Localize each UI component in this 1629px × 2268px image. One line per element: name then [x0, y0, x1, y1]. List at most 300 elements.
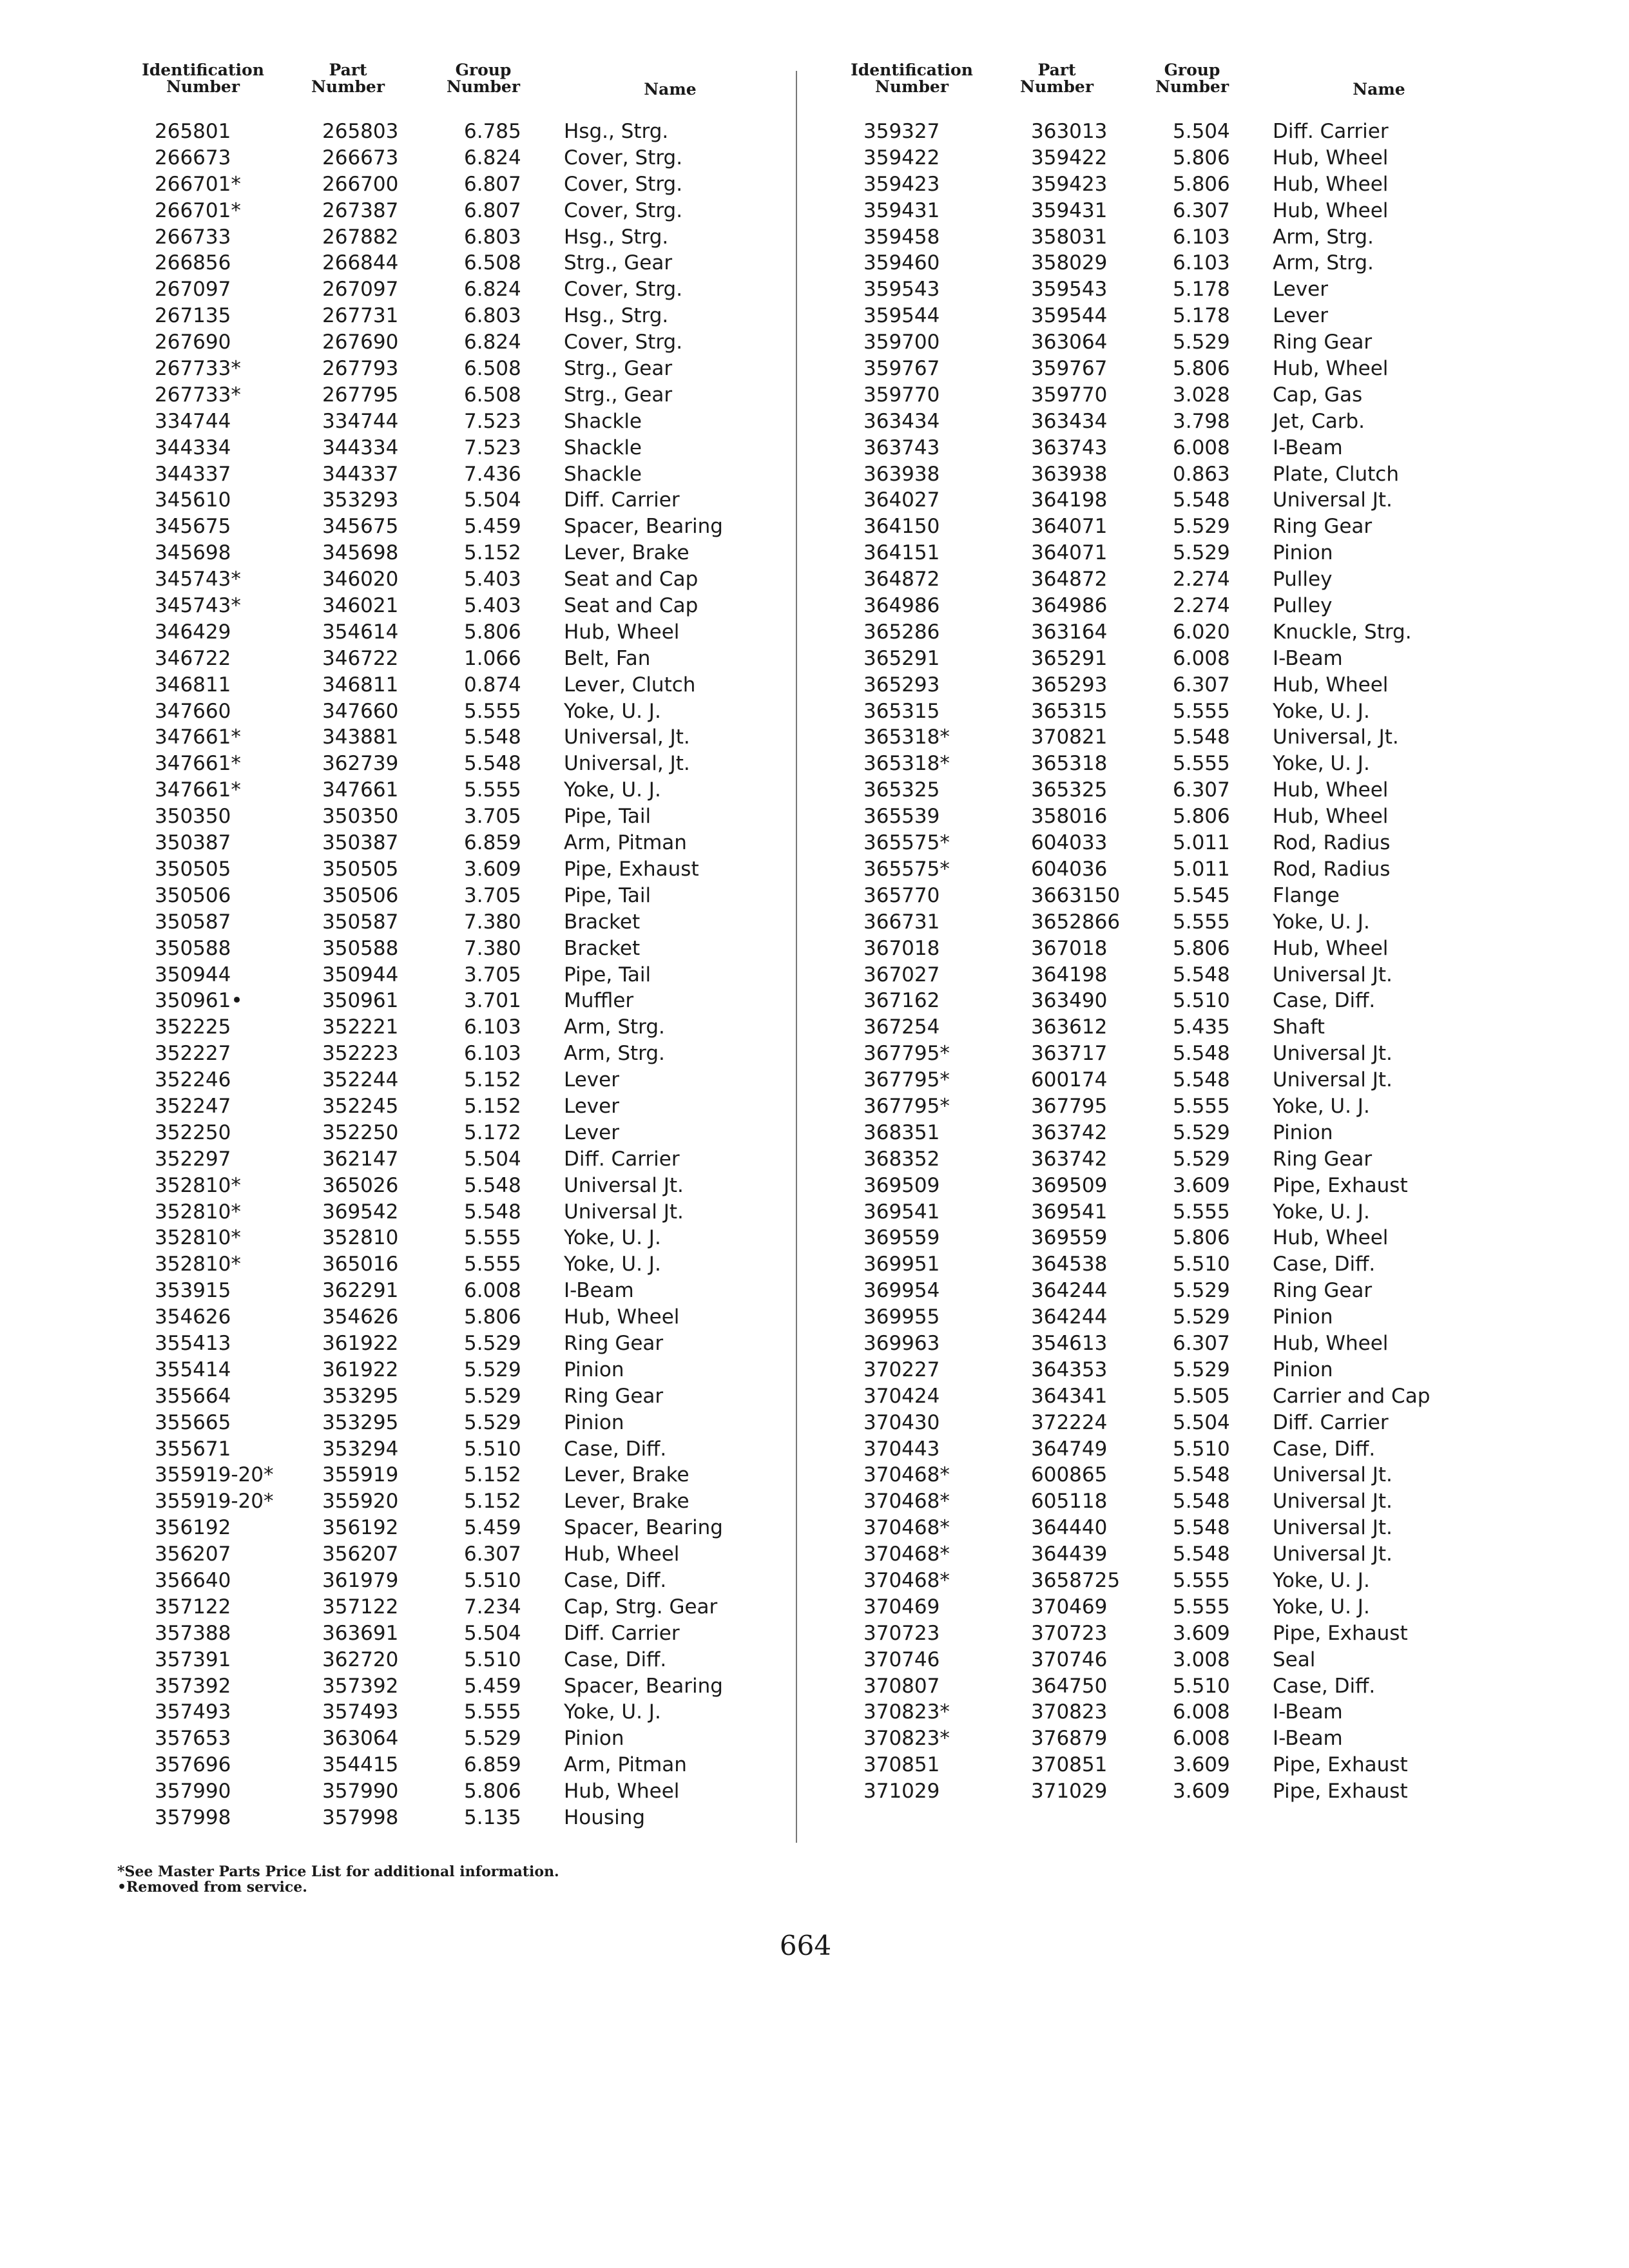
part-number-cell: 352810 [322, 1226, 399, 1250]
part-name-cell: Belt, Fan [564, 646, 651, 670]
table-row [838, 514, 1482, 540]
part-name-cell: Cap, Strg. Gear [564, 1595, 718, 1619]
group-number-cell: 5.529 [1173, 1147, 1230, 1171]
table-row [129, 724, 773, 751]
identification-number-cell: 265801 [155, 120, 231, 143]
identification-number-cell: 345698 [155, 541, 231, 565]
table-row [838, 962, 1482, 988]
part-name-cell: Hsg., Strg. [564, 225, 669, 249]
identification-number-cell: 370746 [863, 1648, 940, 1671]
part-number-cell: 345698 [322, 541, 399, 565]
header-text: Identification [851, 61, 973, 79]
group-number-cell: 6.307 [464, 1542, 521, 1566]
group-number-cell: 5.504 [1173, 120, 1230, 143]
group-number-cell: 5.529 [464, 1727, 521, 1751]
part-number-cell: 347660 [322, 699, 399, 723]
part-name-cell: Arm, Strg. [1273, 225, 1374, 249]
part-number-cell: 364353 [1031, 1358, 1108, 1381]
identification-number-cell: 370424 [863, 1384, 940, 1408]
table-row [129, 909, 773, 936]
identification-number-cell: 355919-20* [155, 1490, 274, 1514]
header-group-number [425, 62, 541, 113]
group-number-cell: 6.807 [464, 172, 521, 196]
table-row [838, 1014, 1482, 1041]
identification-number-cell: 371029 [863, 1780, 940, 1803]
part-number-cell: 364750 [1031, 1674, 1108, 1698]
group-number-cell: 3.609 [1173, 1621, 1230, 1645]
part-name-cell: Universal Jt. [1273, 1490, 1393, 1514]
identification-number-cell: 352246 [155, 1068, 231, 1092]
part-name-cell: Universal Jt. [564, 1200, 684, 1224]
table-row [129, 1752, 773, 1778]
group-number-cell: 3.609 [1173, 1753, 1230, 1777]
part-number-cell: 350588 [322, 936, 399, 960]
group-number-cell: 5.510 [1173, 1253, 1230, 1276]
identification-number-cell: 359422 [863, 146, 940, 169]
part-number-cell: 357990 [322, 1780, 399, 1803]
group-number-cell: 6.803 [464, 304, 521, 328]
part-number-cell: 344334 [322, 436, 399, 459]
part-number-cell: 353295 [322, 1384, 399, 1408]
part-name-cell: Arm, Strg. [564, 1015, 665, 1039]
part-number-cell: 363717 [1031, 1042, 1108, 1066]
identification-number-cell: 352225 [155, 1015, 231, 1039]
group-number-cell: 5.806 [1173, 357, 1230, 381]
part-number-cell: 359767 [1031, 357, 1108, 381]
table-row [838, 1568, 1482, 1594]
table-row [129, 962, 773, 988]
identification-number-cell: 367795* [863, 1068, 950, 1092]
part-name-cell: Seal [1273, 1648, 1316, 1671]
table-row [129, 1251, 773, 1278]
part-name-cell: Lever [1273, 278, 1328, 302]
part-number-cell: 362720 [322, 1648, 399, 1671]
part-number-cell: 265803 [322, 120, 399, 143]
identification-number-cell: 266673 [155, 146, 231, 169]
table-row [129, 646, 773, 672]
identification-number-cell: 367162 [863, 989, 940, 1013]
table-row [838, 1357, 1482, 1383]
part-name-cell: Case, Diff. [564, 1648, 667, 1671]
identification-number-cell: 352810* [155, 1173, 241, 1197]
part-name-cell: Hub, Wheel [1273, 1331, 1389, 1355]
identification-number-cell: 359460 [863, 251, 940, 275]
part-name-cell: Hsg., Strg. [564, 304, 669, 328]
part-number-cell: 363743 [1031, 436, 1108, 459]
table-row [838, 1515, 1482, 1541]
identification-number-cell: 334744 [155, 409, 231, 433]
part-number-cell: 347661 [322, 778, 399, 802]
part-name-cell: Yoke, U. J. [564, 1253, 661, 1276]
part-name-cell: Hub, Wheel [1273, 805, 1389, 829]
part-name-cell: Case, Diff. [564, 1437, 667, 1461]
identification-number-cell: 365286 [863, 620, 940, 644]
part-name-cell: Shackle [564, 409, 642, 433]
part-number-cell: 350961 [322, 989, 399, 1013]
part-number-cell: 359543 [1031, 278, 1108, 302]
part-name-cell: Diff. Carrier [564, 1621, 680, 1645]
part-name-cell: Yoke, U. J. [1273, 1568, 1370, 1592]
part-name-cell: Pipe, Tail [564, 805, 651, 829]
identification-number-cell: 364151 [863, 541, 940, 565]
identification-number-cell: 369955 [863, 1305, 940, 1329]
identification-number-cell: 350387 [155, 831, 231, 855]
group-number-cell: 6.008 [464, 1279, 521, 1303]
identification-number-cell: 359700 [863, 331, 940, 354]
part-number-cell: 365293 [1031, 673, 1108, 697]
group-number-cell: 5.529 [1173, 1305, 1230, 1329]
part-name-cell: Strg., Gear [564, 251, 673, 275]
identification-number-cell: 370468* [863, 1542, 950, 1566]
identification-number-cell: 369963 [863, 1331, 940, 1355]
part-name-cell: Knuckle, Strg. [1273, 620, 1412, 644]
part-number-cell: 343881 [322, 726, 399, 749]
part-name-cell: Jet, Carb. [1273, 409, 1365, 433]
header-text: Name [1353, 80, 1405, 99]
part-number-cell: 364071 [1031, 515, 1108, 539]
group-number-cell: 5.529 [1173, 541, 1230, 565]
group-number-cell: 1.066 [464, 646, 521, 670]
identification-number-cell: 345675 [155, 515, 231, 539]
group-number-cell: 5.545 [1173, 883, 1230, 907]
part-name-cell: Lever [564, 1120, 619, 1144]
table-row [838, 171, 1482, 198]
group-number-cell: 5.555 [1173, 1200, 1230, 1224]
identification-number-cell: 365575* [863, 831, 950, 855]
identification-number-cell: 370468* [863, 1490, 950, 1514]
group-number-cell: 3.609 [464, 857, 521, 881]
identification-number-cell: 356207 [155, 1542, 231, 1566]
part-number-cell: 334744 [322, 409, 399, 433]
part-number-cell: 364986 [1031, 594, 1108, 618]
identification-number-cell: 356640 [155, 1568, 231, 1592]
table-row [838, 1093, 1482, 1120]
part-name-cell: Diff. Carrier [1273, 120, 1389, 143]
part-name-cell: Diff. Carrier [564, 488, 680, 512]
part-number-cell: 346722 [322, 646, 399, 670]
identification-number-cell: 363938 [863, 462, 940, 486]
identification-number-cell: 370443 [863, 1437, 940, 1461]
identification-number-cell: 370468* [863, 1568, 950, 1592]
part-name-cell: Muffler [564, 989, 634, 1013]
part-number-cell: 364244 [1031, 1279, 1108, 1303]
identification-number-cell: 369541 [863, 1200, 940, 1224]
identification-number-cell: 365293 [863, 673, 940, 697]
group-number-cell: 6.859 [464, 831, 521, 855]
table-row [838, 1462, 1482, 1488]
identification-number-cell: 350505 [155, 857, 231, 881]
part-name-cell: Carrier and Cap [1273, 1384, 1431, 1408]
group-number-cell: 5.555 [464, 1700, 521, 1724]
table-row [838, 1041, 1482, 1067]
part-name-cell: Ring Gear [1273, 1147, 1373, 1171]
part-name-cell: Case, Diff. [1273, 989, 1376, 1013]
part-name-cell: Arm, Strg. [1273, 251, 1374, 275]
group-number-cell: 5.529 [464, 1358, 521, 1381]
part-number-cell: 359431 [1031, 198, 1108, 222]
identification-number-cell: 364986 [863, 594, 940, 618]
part-name-cell: Pulley [1273, 568, 1333, 591]
group-number-cell: 6.008 [1173, 436, 1230, 459]
part-number-cell: 358029 [1031, 251, 1108, 275]
table-row [129, 224, 773, 251]
part-number-cell: 350350 [322, 805, 399, 829]
group-number-cell: 5.152 [464, 541, 521, 565]
table-row [838, 672, 1482, 698]
group-number-cell: 5.459 [464, 1674, 521, 1698]
group-number-cell: 5.555 [464, 1253, 521, 1276]
table-row [129, 1725, 773, 1752]
table-row [129, 329, 773, 356]
part-number-cell: 600865 [1031, 1463, 1108, 1487]
part-number-cell: 369542 [322, 1200, 399, 1224]
part-number-cell: 361922 [322, 1358, 399, 1381]
part-name-cell: Case, Diff. [1273, 1437, 1376, 1461]
header-text: Number [1019, 77, 1094, 96]
table-row [129, 1410, 773, 1436]
page-number: 664 [779, 1930, 832, 1961]
identification-number-cell: 365325 [863, 778, 940, 802]
part-name-cell: I-Beam [1273, 436, 1343, 459]
part-name-cell: Hub, Wheel [564, 620, 680, 644]
group-number-cell: 5.504 [464, 1147, 521, 1171]
group-number-cell: 6.103 [1173, 251, 1230, 275]
part-number-cell: 355920 [322, 1490, 399, 1514]
identification-number-cell: 347660 [155, 699, 231, 723]
part-name-cell: Pinion [1273, 541, 1333, 565]
part-number-cell: 362291 [322, 1279, 399, 1303]
part-number-cell: 267387 [322, 198, 399, 222]
part-number-cell: 364198 [1031, 488, 1108, 512]
group-number-cell: 5.548 [464, 752, 521, 776]
part-number-cell: 364341 [1031, 1384, 1108, 1408]
group-number-cell: 6.508 [464, 251, 521, 275]
part-number-cell: 357122 [322, 1595, 399, 1619]
part-number-cell: 352245 [322, 1094, 399, 1118]
identification-number-cell: 367027 [863, 963, 940, 986]
table-row [838, 382, 1482, 408]
table-row [838, 198, 1482, 224]
part-name-cell: Yoke, U. J. [564, 1226, 661, 1250]
part-name-cell: Arm, Strg. [564, 1042, 665, 1066]
identification-number-cell: 352247 [155, 1094, 231, 1118]
group-number-cell: 6.020 [1173, 620, 1230, 644]
part-name-cell: Strg., Gear [564, 383, 673, 407]
identification-number-cell: 266701* [155, 172, 241, 196]
part-name-cell: Lever, Brake [564, 1490, 689, 1514]
identification-number-cell: 369954 [863, 1279, 940, 1303]
identification-number-cell: 266733 [155, 225, 231, 249]
part-name-cell: Hub, Wheel [1273, 198, 1389, 222]
part-number-cell: 370723 [1031, 1621, 1108, 1645]
part-number-cell: 344337 [322, 462, 399, 486]
part-name-cell: Hub, Wheel [1273, 172, 1389, 196]
group-number-cell: 6.008 [1173, 646, 1230, 670]
table-row [838, 1541, 1482, 1568]
table-row [129, 1093, 773, 1120]
table-row [129, 1488, 773, 1515]
part-name-cell: Case, Diff. [564, 1568, 667, 1592]
table-row [129, 1699, 773, 1725]
group-number-cell: 6.008 [1173, 1727, 1230, 1751]
part-number-cell: 370746 [1031, 1648, 1108, 1671]
part-number-cell: 267795 [322, 383, 399, 407]
group-number-cell: 7.523 [464, 436, 521, 459]
part-number-cell: 364071 [1031, 541, 1108, 565]
part-name-cell: Yoke, U. J. [564, 778, 661, 802]
table-row [129, 1673, 773, 1700]
identification-number-cell: 359431 [863, 198, 940, 222]
part-number-cell: 266844 [322, 251, 399, 275]
part-name-cell: Shaft [1273, 1015, 1325, 1039]
table-row [129, 198, 773, 224]
part-number-cell: 364872 [1031, 568, 1108, 591]
header-text: Number [166, 77, 240, 96]
table-row [129, 1304, 773, 1331]
part-number-cell: 370851 [1031, 1753, 1108, 1777]
part-name-cell: Hub, Wheel [1273, 936, 1389, 960]
part-name-cell: Rod, Radius [1273, 857, 1391, 881]
group-number-cell: 5.548 [1173, 488, 1230, 512]
group-number-cell: 5.806 [1173, 805, 1230, 829]
identification-number-cell: 370851 [863, 1753, 940, 1777]
table-row [129, 1594, 773, 1620]
group-number-cell: 5.555 [1173, 1094, 1230, 1118]
identification-number-cell: 357391 [155, 1648, 231, 1671]
part-number-cell: 362739 [322, 752, 399, 776]
table-row [838, 1725, 1482, 1752]
table-row [838, 250, 1482, 276]
table-row [838, 1225, 1482, 1251]
group-number-cell: 6.824 [464, 331, 521, 354]
table-row [838, 1199, 1482, 1225]
table-row [838, 1278, 1482, 1304]
part-number-cell: 352244 [322, 1068, 399, 1092]
part-number-cell: 363013 [1031, 120, 1108, 143]
part-number-cell: 369509 [1031, 1173, 1108, 1197]
header-text: Name [644, 80, 697, 99]
identification-number-cell: 364150 [863, 515, 940, 539]
group-number-cell: 5.555 [1173, 910, 1230, 934]
part-name-cell: Universal Jt. [1273, 1463, 1393, 1487]
part-name-cell: Lever [564, 1068, 619, 1092]
table-row [129, 856, 773, 883]
part-name-cell: Universal, Jt. [1273, 726, 1399, 749]
group-number-cell: 6.307 [1173, 1331, 1230, 1355]
column-divider [796, 71, 797, 1843]
table-row [129, 145, 773, 171]
part-name-cell: Plate, Clutch [1273, 462, 1399, 486]
group-number-cell: 5.510 [464, 1648, 521, 1671]
part-name-cell: Strg., Gear [564, 357, 673, 381]
group-number-cell: 3.028 [1173, 383, 1230, 407]
part-number-cell: 346021 [322, 594, 399, 618]
table-row [129, 593, 773, 619]
part-number-cell: 3663150 [1031, 883, 1121, 907]
table-row [838, 909, 1482, 936]
table-row [129, 303, 773, 329]
table-row [838, 276, 1482, 303]
table-row [838, 751, 1482, 777]
part-number-cell: 369541 [1031, 1200, 1108, 1224]
part-number-cell: 352250 [322, 1120, 399, 1144]
identification-number-cell: 355413 [155, 1331, 231, 1355]
part-number-cell: 359544 [1031, 304, 1108, 328]
identification-number-cell: 347661* [155, 752, 241, 776]
table-row [129, 1462, 773, 1488]
identification-number-cell: 359458 [863, 225, 940, 249]
group-number-cell: 0.874 [464, 673, 521, 697]
part-name-cell: Universal Jt. [1273, 1042, 1393, 1066]
identification-number-cell: 368351 [863, 1120, 940, 1144]
part-number-cell: 266673 [322, 146, 399, 169]
header-text: Group [455, 61, 512, 79]
part-number-cell: 350506 [322, 883, 399, 907]
part-number-cell: 353293 [322, 488, 399, 512]
identification-number-cell: 344334 [155, 436, 231, 459]
identification-number-cell: 355664 [155, 1384, 231, 1408]
part-number-cell: 356192 [322, 1516, 399, 1540]
group-number-cell: 5.529 [1173, 331, 1230, 354]
table-row [838, 461, 1482, 488]
identification-number-cell: 359327 [863, 120, 940, 143]
identification-number-cell: 346722 [155, 646, 231, 670]
identification-number-cell: 365318* [863, 752, 950, 776]
table-row [838, 646, 1482, 672]
table-row [838, 356, 1482, 382]
part-number-cell: 359422 [1031, 146, 1108, 169]
group-number-cell: 5.806 [1173, 936, 1230, 960]
part-number-cell: 365315 [1031, 699, 1108, 723]
group-number-cell: 5.172 [464, 1120, 521, 1144]
part-name-cell: Cover, Strg. [564, 331, 683, 354]
footnote-bullet: •Removed from service. [117, 1879, 307, 1896]
identification-number-cell: 365318* [863, 726, 950, 749]
part-number-cell: 362147 [322, 1147, 399, 1171]
identification-number-cell: 365315 [863, 699, 940, 723]
part-number-cell: 604033 [1031, 831, 1108, 855]
group-number-cell: 5.548 [464, 1200, 521, 1224]
table-row [838, 1488, 1482, 1515]
part-number-cell: 370469 [1031, 1595, 1108, 1619]
table-row [129, 119, 773, 145]
identification-number-cell: 370823* [863, 1727, 950, 1751]
identification-number-cell: 369509 [863, 1173, 940, 1197]
group-number-cell: 5.555 [464, 1226, 521, 1250]
part-name-cell: Cover, Strg. [564, 278, 683, 302]
table-row [129, 171, 773, 198]
identification-number-cell: 355665 [155, 1410, 231, 1434]
part-number-cell: 363742 [1031, 1120, 1108, 1144]
identification-number-cell: 357990 [155, 1780, 231, 1803]
group-number-cell: 5.510 [1173, 989, 1230, 1013]
table-row [129, 1357, 773, 1383]
identification-number-cell: 353915 [155, 1279, 231, 1303]
part-number-cell: 353295 [322, 1410, 399, 1434]
group-number-cell: 5.459 [464, 515, 521, 539]
header-identification-number [838, 62, 986, 113]
part-name-cell: Arm, Pitman [564, 1753, 687, 1777]
part-number-cell: 356207 [322, 1542, 399, 1566]
group-number-cell: 5.555 [1173, 699, 1230, 723]
part-number-cell: 358016 [1031, 805, 1108, 829]
group-number-cell: 5.152 [464, 1094, 521, 1118]
group-number-cell: 5.510 [1173, 1437, 1230, 1461]
part-name-cell: Ring Gear [564, 1384, 664, 1408]
identification-number-cell: 267733* [155, 383, 241, 407]
group-number-cell: 2.274 [1173, 594, 1230, 618]
identification-number-cell: 355414 [155, 1358, 231, 1381]
